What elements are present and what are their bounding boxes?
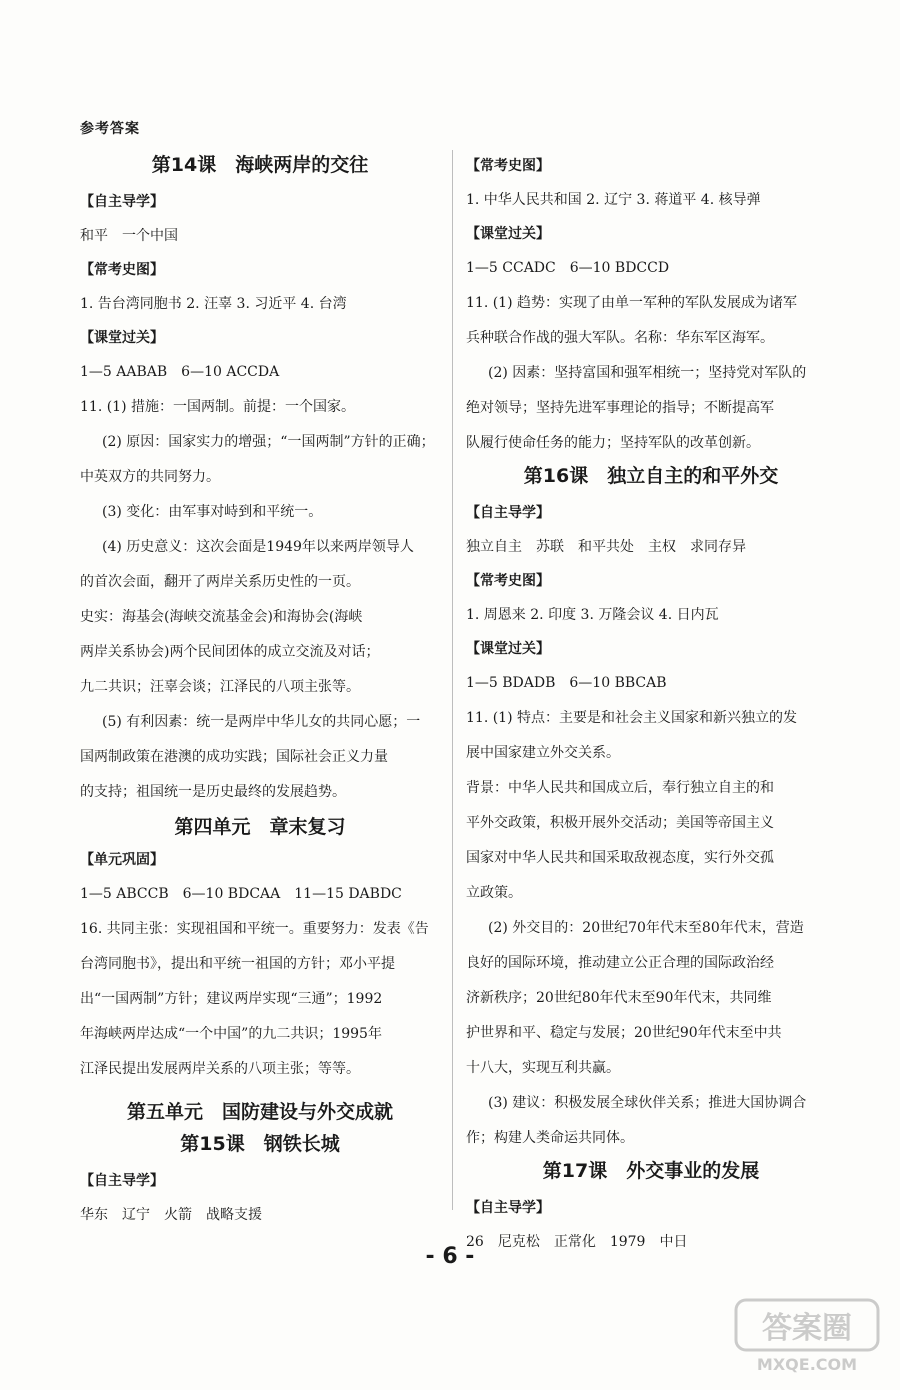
answer-item: 4. 台湾 — [300, 296, 347, 312]
left-column — [80, 150, 440, 1233]
section-label: 【自主导学】 — [80, 194, 164, 210]
right-column — [466, 150, 836, 1260]
answer-item: 2. 印度 — [530, 607, 577, 623]
answer-line: 良好的国际环境，推动建立公正合理的国际政治经 — [466, 955, 774, 971]
answer-line: (4) 历史意义：这次会面是1949年以来两岸领导人 — [102, 539, 414, 555]
answer-item: 2. 辽宁 — [586, 192, 633, 208]
answer-item: 3. 万隆会议 — [580, 607, 655, 623]
answer-line: 队履行使命任务的能力；坚持军队的改革创新。 — [466, 435, 760, 451]
page-header: 参考答案 — [80, 121, 140, 137]
section-label: 【单元巩固】 — [80, 852, 164, 868]
section-label: 【课堂过关】 — [80, 330, 164, 346]
answer-line: 26 尼克松 正常化 1979 中日 — [466, 1234, 688, 1250]
answer-line: 16. 共同主张：实现祖国和平统一。重要努力：发表《告 — [80, 921, 429, 937]
answer-line: (2) 原因：国家实力的增强；“一国两制”方针的正确； — [102, 434, 435, 450]
answer-line: 两岸关系协会)两个民间团体的成立交流及对话； — [80, 644, 380, 660]
answer-line: 史实：海基会(海峡交流基金会)和海协会(海峡 — [80, 609, 363, 625]
spacer — [80, 1087, 440, 1095]
answer-item: 3. 蒋道平 — [636, 192, 697, 208]
unit-5-title: 第五单元 国防建设与外交成就 — [126, 1101, 393, 1123]
answer-line: 作；构建人类命运共同体。 — [466, 1130, 634, 1146]
answer-line — [80, 287, 440, 322]
answer-line: 11. (1) 特点：主要是和社会主义国家和新兴独立的发 — [466, 710, 797, 726]
answer-line: (2) 外交目的：20世纪70年代末至80年代末，营造 — [488, 920, 804, 936]
section-label: 【自主导学】 — [466, 1200, 550, 1216]
answer-line: 绝对领导；坚持先进军事理论的指导；不断提高军 — [466, 400, 774, 416]
answer-line — [466, 598, 836, 633]
answer-line: 立政策。 — [466, 885, 522, 901]
answer-line: 独立自主 苏联 和平共处 主权 求同存异 — [466, 539, 746, 555]
answer-line: 中英双方的共同努力。 — [80, 469, 220, 485]
answer-line: 济新秩序；20世纪80年代末至90年代末，共同维 — [466, 990, 772, 1006]
answer-item: 1. 告台湾同胞书 — [80, 296, 182, 312]
section-label: 【自主导学】 — [466, 505, 550, 521]
page-number: - 6 - — [425, 1244, 475, 1269]
answer-line: 平外交政策，积极开展外交活动；美国等帝国主义 — [466, 815, 774, 831]
lesson-17-title: 第17课 外交事业的发展 — [542, 1160, 760, 1182]
answer-line — [466, 183, 836, 218]
answer-line: (3) 变化：由军事对峙到和平统一。 — [102, 504, 323, 520]
answer-line: 的支持；祖国统一是历史最终的发展趋势。 — [80, 784, 346, 800]
answer-item: 1. 中华人民共和国 — [466, 192, 582, 208]
answer-line: 护世界和平、稳定与发展；20世纪90年代末至中共 — [466, 1025, 782, 1041]
answer-line: (2) 因素：坚持富国和强军相统一；坚持党对军队的 — [488, 365, 807, 381]
answer-line: 九二共识；汪辜会谈；江泽民的八项主张等。 — [80, 679, 360, 695]
answer-line: (3) 建议：积极发展全球伙伴关系；推进大国协调合 — [488, 1095, 807, 1111]
answer-line: 1—5 AABAB 6—10 ACCDA — [80, 364, 280, 380]
answer-line: 11. (1) 措施：一国两制。前提：一个国家。 — [80, 399, 355, 415]
svg-text:答案圈: 答案圈 — [762, 1311, 852, 1346]
section-label: 【常考史图】 — [466, 158, 550, 174]
answer-line: 背景：中华人民共和国成立后，奉行独立自主的和 — [466, 780, 774, 796]
answer-line: 年海峡两岸达成“一个中国”的九二共识；1995年 — [80, 1026, 382, 1042]
answer-line: 台湾同胞书》，提出和平统一祖国的方针；邓小平提 — [80, 956, 395, 972]
lesson-14-title: 第14课 海峡两岸的交往 — [151, 154, 369, 176]
answer-line: 1—5 CCADC 6—10 BDCCD — [466, 260, 670, 276]
unit-4-title: 第四单元 章末复习 — [174, 816, 346, 838]
section-label: 【课堂过关】 — [466, 641, 550, 657]
section-label: 【常考史图】 — [466, 573, 550, 589]
section-label: 【课堂过关】 — [466, 226, 550, 242]
answer-line: 11. (1) 趋势：实现了由单一军种的军队发展成为诸军 — [466, 295, 797, 311]
section-label: 【常考史图】 — [80, 262, 164, 278]
svg-text:MXQE.COM: MXQE.COM — [756, 1355, 858, 1374]
answer-line: 出“一国两制”方针；建议两岸实现“三通”；1992 — [80, 991, 383, 1007]
answer-line: 兵种联合作战的强大军队。名称：华东军区海军。 — [466, 330, 774, 346]
answer-line: 华东 辽宁 火箭 战略支援 — [80, 1207, 262, 1223]
answer-line: 和平 一个中国 — [80, 228, 178, 244]
answer-item: 2. 汪辜 — [186, 296, 233, 312]
answer-line: 展中国家建立外交关系。 — [466, 745, 620, 761]
answer-item: 4. 核导弹 — [700, 192, 761, 208]
answer-item: 4. 日内瓦 — [658, 607, 719, 623]
lesson-15-title: 第15课 钢铁长城 — [180, 1133, 340, 1155]
answer-item: 1. 周恩来 — [466, 607, 526, 623]
answer-line: 十八大，实现互利共赢。 — [466, 1060, 620, 1076]
answer-line: 江泽民提出发展两岸关系的八项主张；等等。 — [80, 1061, 360, 1077]
answer-line: (5) 有利因素：统一是两岸中华儿女的共同心愿；一 — [102, 714, 421, 730]
answer-line: 的首次会面，翻开了两岸关系历史性的一页。 — [80, 574, 360, 590]
answer-item: 3. 习近平 — [236, 296, 297, 312]
answer-line: 1—5 BDADB 6—10 BBCAB — [466, 675, 667, 691]
lesson-16-title: 第16课 独立自主的和平外交 — [523, 465, 779, 487]
answer-line: 国家对中华人民共和国采取敌视态度，实行外交孤 — [466, 850, 774, 866]
section-label: 【自主导学】 — [80, 1173, 164, 1189]
answer-line: 1—5 ABCCB 6—10 BDCAA 11—15 DABDC — [80, 886, 402, 902]
column-divider — [452, 150, 453, 1210]
watermark-logo — [732, 1296, 882, 1376]
answer-line: 国两制政策在港澳的成功实践；国际社会正义力量 — [80, 749, 388, 765]
